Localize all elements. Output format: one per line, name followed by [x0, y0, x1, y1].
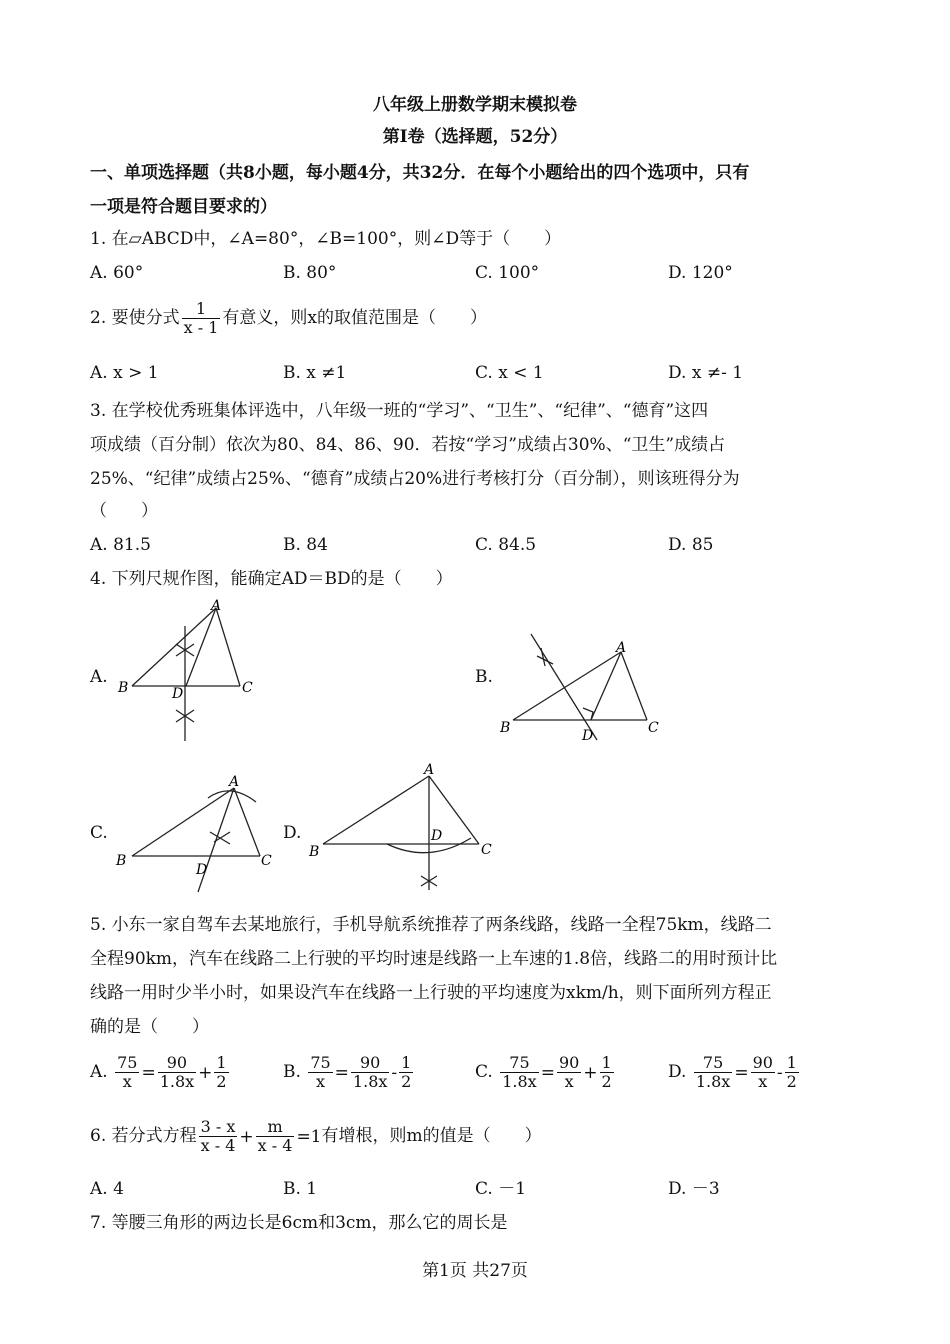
q4b-label-b: B — [500, 720, 511, 736]
question-5-options — [90, 1048, 870, 1096]
question-5-line4: 确的是（ ） — [90, 1017, 209, 1037]
q4b-label-c: C — [648, 720, 659, 736]
q4a-label-d: D — [172, 686, 184, 702]
q2-frac-num: 1 — [195, 299, 207, 318]
q4-option-a: A. — [90, 667, 108, 687]
q5d-f1n: 75 — [702, 1053, 724, 1072]
q1-option-a: A. 60° — [90, 263, 144, 283]
q6-f2n: m — [267, 1117, 283, 1136]
q4-figure-a — [110, 598, 270, 744]
q3-option-d: D. 85 — [668, 535, 714, 555]
q4a-label-c: C — [242, 680, 253, 696]
q5a-label: A. — [90, 1062, 108, 1082]
q4-figure-d — [305, 760, 505, 895]
q5a-f1n: 75 — [117, 1053, 138, 1072]
q5-option-b: B. $\frac{75}{x}$ = $\frac{90}{1.8x}$ - $\frac{1}{2}$ — [283, 1048, 415, 1097]
q1-option-d: D. 120° — [668, 263, 733, 283]
q6-prefix: 6. 若分式方程 — [90, 1126, 197, 1146]
q2-suffix: 有意义，则x的取值范围是（ ） — [222, 308, 487, 328]
q6-eq: =1 — [296, 1126, 322, 1147]
q4b-label-a: A — [616, 640, 627, 656]
q4a-label-a: A — [211, 598, 222, 614]
q5d-op: - — [776, 1062, 783, 1083]
q4d-label-c: C — [481, 842, 492, 858]
q5c-f2n: 90 — [558, 1053, 580, 1072]
section-heading-line1: 一、单项选择题（共8小题，每小题4分，共32分．在每个小题给出的四个选项中，只有 — [90, 163, 750, 183]
q5c-op: + — [583, 1062, 598, 1083]
page-title: 八年级上册数学期末模拟卷 — [373, 95, 577, 115]
q2-option-a: A. x > 1 — [90, 363, 159, 383]
q6-plus: + — [239, 1126, 254, 1147]
q6-option-b: B. 1 — [283, 1179, 318, 1199]
q5b-f3d: 2 — [401, 1072, 412, 1091]
question-5-line2: 全程90km，汽车在线路二上行驶的平均时速是线路一上车速的1.8倍，线路二的用时预计比 — [90, 949, 778, 969]
q5a-op: + — [198, 1062, 213, 1083]
q5a-f3d: 2 — [216, 1072, 227, 1091]
q4-figure-b — [495, 628, 670, 748]
q6-option-a: A. 4 — [90, 1179, 124, 1199]
q5b-f2n: 90 — [359, 1053, 381, 1072]
page-footer: 第1页 共27页 — [422, 1261, 528, 1281]
question-5-line1: 5. 小东一家自驾车去某地旅行，手机导航系统推荐了两条线路，线路一全程75km，线路二 — [90, 915, 772, 935]
q5a-f3n: 1 — [216, 1053, 227, 1072]
q5c-label: C. — [475, 1062, 493, 1082]
q4c-label-b: B — [116, 853, 127, 869]
q1-option-b: B. 80° — [283, 263, 337, 283]
q2-option-d: D. x ≠- 1 — [668, 363, 744, 383]
question-7-text: 7. 等腰三角形的两边长是6cm和3cm，那么它的周长是 — [90, 1213, 508, 1233]
q5d-label: D. — [668, 1062, 687, 1082]
q5a-f2n: 90 — [166, 1053, 188, 1072]
q5-option-a: A. $\frac{75}{x}$ = $\frac{90}{1.8x}$ + $\frac{1}{2}$ — [90, 1048, 231, 1097]
q5b-f3n: 1 — [401, 1053, 412, 1072]
q4c-label-c: C — [261, 853, 272, 869]
page-subtitle: 第Ⅰ卷（选择题，52分） — [382, 127, 568, 147]
q3-option-b: B. 84 — [283, 535, 328, 555]
q4-figure-c — [110, 768, 280, 898]
q2-frac-den: x - 1 — [183, 318, 219, 337]
q5d-f2n: 90 — [752, 1053, 773, 1072]
q2-option-b: B. x ≠1 — [283, 363, 347, 383]
q5b-f2d: 1.8x — [352, 1072, 388, 1091]
q4d-label-d: D — [431, 828, 443, 844]
q5d-f1d: 1.8x — [695, 1072, 731, 1091]
q2-prefix: 2. 要使分式 — [90, 308, 180, 328]
q5c-f3n: 1 — [601, 1053, 612, 1072]
q4-option-d: D. — [283, 823, 302, 843]
question-5-line3: 线路一用时少半小时，如果设汽车在线路一上行驶的平均速度为xkm/h，则下面所列方程正 — [90, 983, 772, 1003]
q5b-op: - — [391, 1062, 398, 1083]
q5c-f3d: 2 — [601, 1072, 612, 1091]
question-3-line4: （ ） — [90, 501, 158, 521]
q2-fraction — [182, 300, 221, 337]
q5b-f1d: x — [308, 1072, 332, 1091]
question-4-text: 4. 下列尺规作图，能确定AD＝BD的是（ ） — [90, 569, 453, 589]
question-6-text — [90, 1112, 542, 1161]
q5-option-c: C. $\frac{75}{1.8x}$ = $\frac{90}{x}$ + $\frac{1}{2}$ — [475, 1048, 616, 1097]
q6-suffix: 有增根，则m的值是（ ） — [321, 1126, 542, 1146]
q5b-label: B. — [283, 1062, 301, 1082]
question-3-line1: 3. 在学校优秀班集体评选中，八年级一班的“学习”、“卫生”、“纪律”、“德育”这四 — [90, 401, 709, 421]
question-1-text: 1. 在▱ABCD中，∠A=80°，∠B=100°，则∠D等于（ ） — [90, 229, 562, 249]
q6-f1d: x - 4 — [200, 1136, 236, 1155]
question-3-line2: 项成绩（百分制）依次为80、84、86、90．若按“学习”成绩占30%、“卫生”成绩占 — [90, 435, 726, 455]
q4c-label-d: D — [196, 862, 208, 878]
q5a-f2d: 1.8x — [159, 1072, 195, 1091]
q5d-f3n: 1 — [786, 1053, 797, 1072]
q5c-f2d: x — [557, 1072, 581, 1091]
q5d-f3d: 2 — [786, 1072, 797, 1091]
q4d-label-a: A — [424, 762, 435, 778]
q4b-label-d: D — [582, 728, 594, 744]
q4a-label-b: B — [118, 680, 129, 696]
q4d-label-b: B — [309, 844, 320, 860]
q5-option-d: D. $\frac{75}{1.8x}$ = $\frac{90}{x}$ - $\frac{1}{2}$ — [668, 1048, 801, 1097]
q5c-f1n: 75 — [509, 1053, 530, 1072]
q5d-f2d: x — [751, 1072, 775, 1091]
q6-option-d: D. －3 — [668, 1179, 720, 1199]
q2-option-c: C. x < 1 — [475, 363, 544, 383]
q4-option-b: B. — [475, 667, 493, 687]
q6-option-c: C. －1 — [475, 1179, 527, 1199]
question-2-text — [90, 298, 487, 338]
q5c-f1d: 1.8x — [502, 1072, 537, 1091]
q6-f2d: x - 4 — [257, 1136, 293, 1155]
q5b-f1n: 75 — [310, 1053, 331, 1072]
question-3-line3: 25%、“纪律”成绩占25%、“德育”成绩占20%进行考核打分（百分制），则该班得分为 — [90, 469, 740, 489]
q3-option-c: C. 84.5 — [475, 535, 537, 555]
section-heading-line2: 一项是符合题目要求的） — [90, 197, 277, 217]
q3-option-a: A. 81.5 — [90, 535, 151, 555]
q4-option-c: C. — [90, 823, 108, 843]
q1-option-c: C. 100° — [475, 263, 540, 283]
q4c-label-a: A — [229, 774, 240, 790]
q5a-f1d: x — [115, 1072, 139, 1091]
q6-f1n: 3 - x — [200, 1117, 236, 1136]
